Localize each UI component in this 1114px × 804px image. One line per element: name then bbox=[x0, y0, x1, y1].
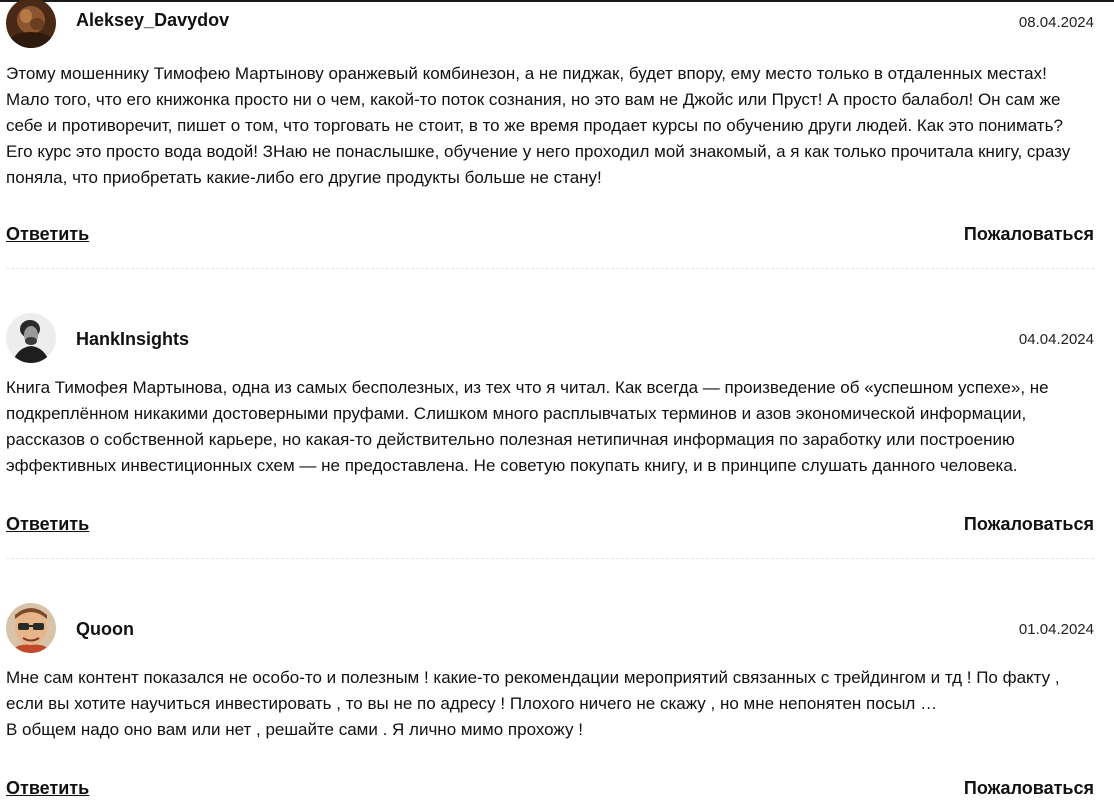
comment-text bbox=[6, 665, 1094, 743]
reply-button[interactable]: Ответить bbox=[6, 224, 90, 244]
comment-paragraph: Книга Тимофея Мартынова, одна из самых бесполезных, из тех что я читал. Как всегда — произведение об «успешном успехе», не подкреплённом никакими достоверными пруфами. Слишком много расплывчатых терминов и азов экономической информации, рассказов о собственной карьере, но какая-то действительно полезная нетипичная информация по заработку или построению эффективных инвестиционных схем — не предоставлена. Не советую покупать книгу, и в принципе слушать данного человека. bbox=[6, 378, 1049, 475]
reply-button[interactable]: Ответить bbox=[6, 514, 90, 534]
comment-author[interactable]: HankInsights bbox=[76, 329, 190, 349]
comment-date: 04.04.2024 bbox=[1018, 331, 1094, 348]
reply-button[interactable]: Ответить bbox=[6, 778, 90, 798]
comment-paragraph: Этому мошеннику Тимофею Мартынову оранжевый комбинезон, а не пиджак, будет впору, ему место только в отдаленных местах! Мало того, что его книжонка просто ни о чем, какой-то поток сознания, но это вам не Джойс или Пруст! А просто балабол! Он сам же себе и противоречит, пишет о том, что торговать не стоит, в то же время продает курсы по обучению други людей. Как это понимать? Его курс это просто вода водой! ЗНаю не понаслышке, обучение у него проходил мой знакомый, а я как только прочитала книгу, сразу поняла, что приобретать какие-либо его другие продукты больше не стану! bbox=[6, 64, 1071, 187]
comment-author[interactable]: Aleksey_Davydov bbox=[76, 10, 230, 30]
comment-actions bbox=[6, 224, 1094, 250]
comment-date: 08.04.2024 bbox=[1018, 14, 1094, 31]
report-button[interactable]: Пожаловаться bbox=[963, 514, 1094, 534]
comment-text bbox=[6, 61, 1094, 191]
avatar[interactable] bbox=[6, 313, 56, 363]
comment-header bbox=[6, 313, 1094, 363]
report-button[interactable]: Пожаловаться bbox=[963, 224, 1094, 244]
comment-item bbox=[6, 313, 1094, 534]
comment-date: 01.04.2024 bbox=[1018, 621, 1094, 638]
comment-paragraph: Мне сам контент показался не особо-то и полезным ! какие-то рекомендации мероприятий связанных с трейдингом и тд ! По факту , если вы хотите научиться инвестировать , то вы не по адресу ! Плохого ничего не скажу , но мне непонятен посыл … bbox=[6, 668, 1060, 713]
comment-divider bbox=[6, 268, 1094, 269]
comment-author[interactable]: Quoon bbox=[76, 619, 134, 639]
comment-item bbox=[6, 0, 1094, 244]
avatar[interactable] bbox=[6, 0, 56, 48]
comment-text bbox=[6, 375, 1094, 479]
report-button[interactable]: Пожаловаться bbox=[963, 778, 1094, 798]
comment-header bbox=[6, 0, 1094, 50]
comment-paragraph: В общем надо оно вам или нет , решайте сами . Я лично мимо прохожу ! bbox=[6, 720, 583, 739]
comment-actions bbox=[6, 514, 1094, 540]
comment-actions bbox=[6, 778, 1094, 804]
comment-item bbox=[6, 603, 1094, 798]
comment-divider bbox=[6, 558, 1094, 559]
comment-header bbox=[6, 603, 1094, 653]
avatar[interactable] bbox=[6, 603, 56, 653]
